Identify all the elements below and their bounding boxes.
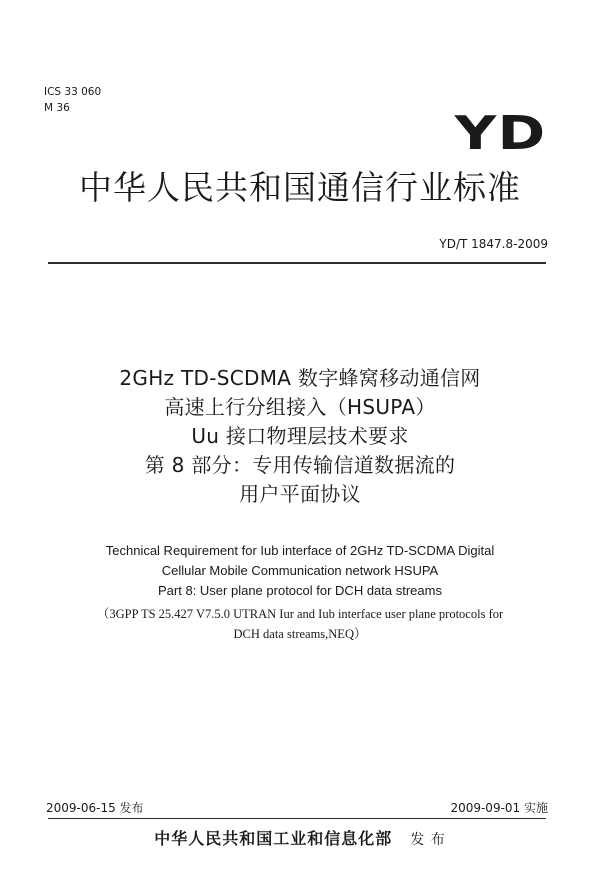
organization-title: 中华人民共和国通信行业标准: [79, 168, 521, 207]
title-cn-line: 第 8 部分：专用传输信道数据流的: [144, 453, 456, 477]
title-cn-line: 2GHz TD-SCDMA 数字蜂窝移动通信网: [119, 366, 481, 390]
title-en-line: Cellular Mobile Communication network HSUPA: [161, 563, 439, 578]
issuer-line: [0, 828, 600, 851]
issuer-action: 发 布: [410, 832, 446, 848]
classification-codes: [44, 84, 101, 116]
standard-code: YD/T 1847.8-2009: [439, 237, 548, 251]
title-english: [0, 541, 600, 601]
reference-line: （3GPP TS 25.427 V7.5.0 UTRAN Iur and Iub interface user plane protocols for: [96, 607, 504, 621]
reference-standard: [0, 604, 600, 644]
issue-date: 2009-06-15 发布: [46, 801, 144, 815]
ics-code: ICS 33 060: [44, 86, 102, 98]
reference-line: DCH data streams,NEQ）: [233, 627, 367, 641]
implementation-date: 2009-09-01 实施: [450, 801, 548, 815]
yd-logo: YD: [454, 106, 546, 160]
title-en-line: Technical Requirement for Iub interface of 2GHz TD-SCDMA Digital: [105, 543, 495, 558]
title-cn-line: 用户平面协议: [239, 482, 361, 506]
title-en-line: Part 8: User plane protocol for DCH data streams: [158, 583, 442, 598]
title-cn-line: Uu 接口物理层技术要求: [191, 424, 409, 448]
header-divider: [48, 262, 546, 264]
title-chinese: [0, 364, 600, 509]
title-cn-line: 高速上行分组接入（HSUPA）: [164, 395, 436, 419]
issuer-name: 中华人民共和国工业和信息化部: [154, 829, 393, 848]
footer-divider: [48, 818, 546, 819]
ccs-code: M 36: [44, 102, 70, 114]
